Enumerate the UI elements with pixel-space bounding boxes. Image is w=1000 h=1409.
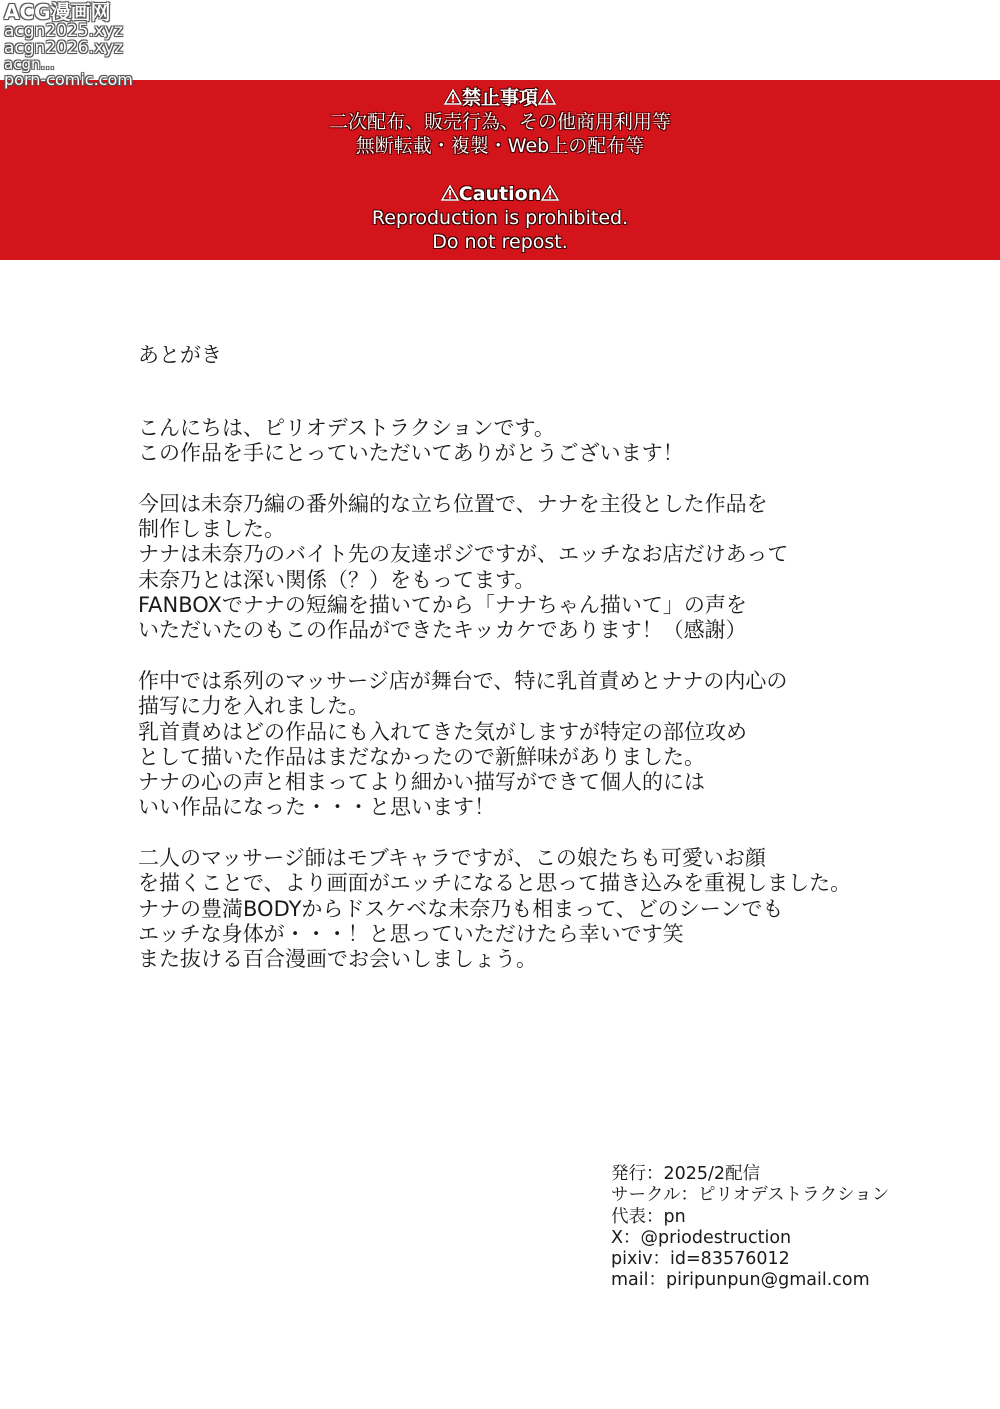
- warning-triangle-icon: [441, 185, 459, 201]
- text-line: いい作品になった・・・と思います！: [138, 795, 495, 820]
- afterword-title: あとがき: [138, 343, 222, 367]
- colophon-x-handle: X：@priodestruction: [611, 1227, 792, 1248]
- paragraph: [138, 492, 898, 644]
- watermark-line: acgn...: [4, 55, 55, 73]
- warning-triangle-icon: [541, 185, 559, 201]
- watermark-line: acgn2025.xyz: [4, 21, 124, 41]
- jp-notice-line: 二次配布、販売行為、その他商用利用等: [328, 111, 671, 133]
- colophon-circle: サークル：ピリオデストラクション: [611, 1185, 890, 1206]
- paragraph: [138, 846, 898, 972]
- jp-notice-line: 無断転載・複製・Web上の配布等: [355, 135, 645, 157]
- text-line: 今回は未奈乃編の番外編的な立ち位置で、ナナを主役とした作品を: [138, 491, 768, 516]
- warning-triangle-icon: [538, 89, 556, 105]
- watermark-line: acgn2026.xyz: [4, 38, 124, 58]
- text-line: 二人のマッサージ師はモブキャラですが、この娘たちも可愛いお顔: [138, 846, 766, 871]
- colophon-pixiv-id: pixiv：id=83576012: [611, 1249, 790, 1270]
- jp-heading-text: 禁止事項: [461, 87, 538, 109]
- watermark-line: porn-comic.com: [4, 70, 133, 89]
- text-line: として描いた作品はまだなかったので新鮮味がありました。: [138, 744, 705, 769]
- watermark-line: ACG漫画网: [4, 0, 111, 24]
- en-heading-text: Caution: [458, 183, 542, 205]
- text-line: 作中では系列のマッサージ店が舞台で、特に乳首責めとナナの内心の: [138, 668, 788, 693]
- text-line: いただいたのもこの作品ができたキッカケであります！（感謝）: [138, 618, 747, 643]
- colophon-mail: mail：piripunpun@gmail.com: [611, 1270, 870, 1291]
- en-notice-line: Do not repost.: [432, 231, 568, 253]
- colophon: [611, 1164, 889, 1292]
- text-line: こんにちは、ピリオデストラクションです。: [138, 416, 555, 440]
- text-line: 乳首責めはどの作品にも入れてきた気がしますが特定の部位攻め: [138, 719, 747, 744]
- text-line: 未奈乃とは深い関係（？）をもってます。: [138, 567, 536, 592]
- en-heading: [0, 182, 1000, 206]
- warning-triangle-icon: [444, 89, 462, 105]
- text-line: FANBOXでナナの短編を描いてから「ナナちゃん描いて」の声を: [138, 593, 747, 618]
- colophon-publish-date: 発行：2025/2配信: [611, 1164, 761, 1184]
- text-line: この作品を手にとっていただいてありがとうございます！: [138, 441, 684, 466]
- text-line: ナナの豊満BODYからドスケベな未奈乃も相まって、どのシーンでも: [138, 896, 784, 921]
- jp-heading: [0, 86, 1000, 110]
- text-line: エッチな身体が・・・！と思っていただけたら幸いです笑: [138, 921, 684, 946]
- colophon-representative: 代表：pn: [611, 1206, 686, 1227]
- text-line: ナナの心の声と相まってより細かい描写ができて個人的には: [138, 770, 705, 795]
- paragraph: [138, 669, 898, 821]
- text-line: また抜ける百合漫画でお会いしましょう。: [138, 947, 537, 972]
- en-notice-line: Reproduction is prohibited.: [371, 207, 629, 229]
- site-watermark: [4, 2, 133, 88]
- prohibition-banner: [0, 80, 1000, 260]
- paragraph: [138, 416, 898, 467]
- text-line: を描くことで、より画面がエッチになると思って描き込みを重視しました。: [138, 871, 852, 896]
- text-line: 描写に力を入れました。: [138, 694, 369, 719]
- text-line: 制作しました。: [138, 517, 285, 542]
- afterword-body: [138, 416, 898, 998]
- text-line: ナナは未奈乃のバイト先の友達ポジですが、エッチなお店だけあって: [138, 542, 789, 567]
